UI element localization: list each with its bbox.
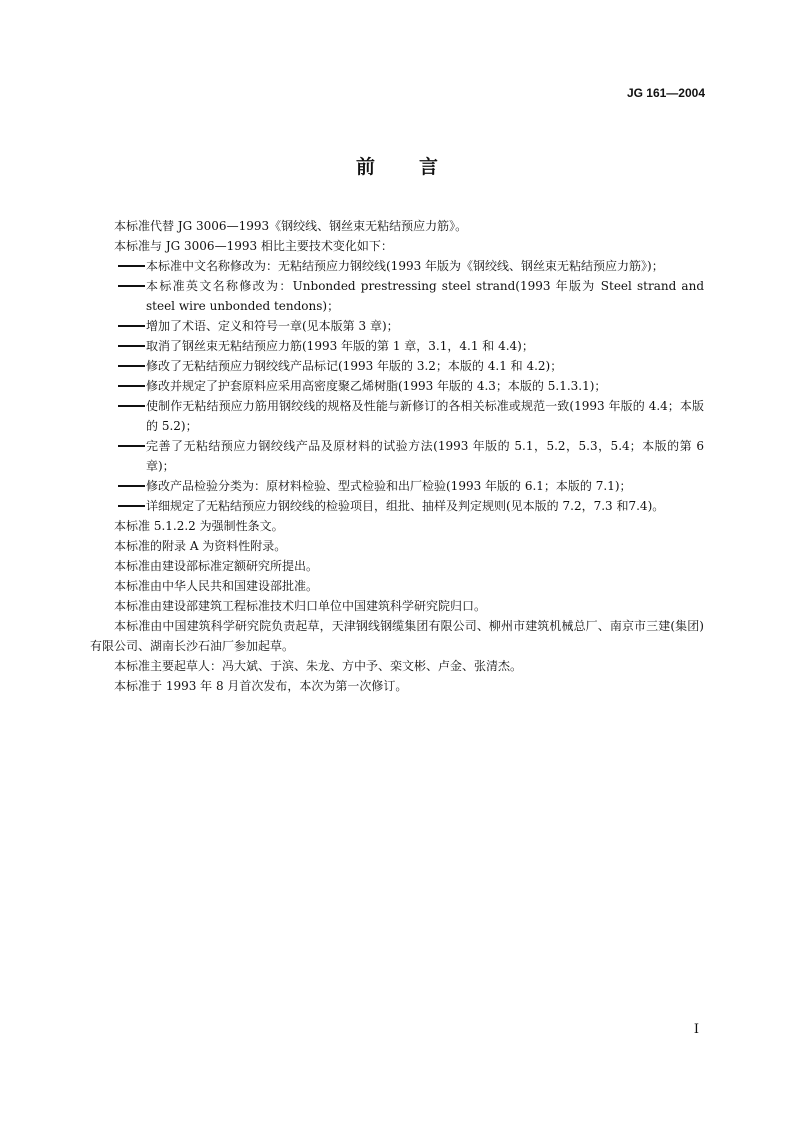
change-item-text: 详细规定了无粘结预应力钢绞线的检验项目，组批、抽样及判定规则(见本版的 7.2，7.3 和7.4)。	[146, 499, 665, 513]
paragraph: 本标准 5.1.2.2 为强制性条文。	[114, 519, 284, 533]
dash-marker	[118, 365, 145, 367]
dash-marker	[118, 345, 145, 347]
page-number: I	[693, 1022, 699, 1037]
standard-code: JG 161—2004	[626, 86, 705, 100]
change-item-text: 修改了无粘结预应力钢绞线产品标记(1993 年版的 3.2；本版的 4.1 和 4.2)；	[146, 359, 563, 373]
change-item	[90, 356, 704, 376]
paragraph: 本标准于 1993 年 8 月首次发布，本次为第一次修订。	[114, 679, 408, 693]
page-title: 前言	[355, 156, 482, 178]
dash-marker	[118, 405, 145, 407]
dash-marker	[118, 385, 145, 387]
foreword-body	[90, 216, 704, 696]
dash-marker	[118, 285, 145, 287]
change-item	[90, 316, 704, 336]
paragraph: 本标准由中国建筑科学研究院负责起草，天津钢线钢缆集团有限公司、柳州市建筑机械总厂、南京市三建(集团)有限公司、湖南长沙石油厂参加起草。	[90, 619, 704, 653]
paragraph: 本标准由建设部标准定额研究所提出。	[114, 559, 319, 573]
paragraph: 本标准代替 JG 3006—1993《钢绞线、钢丝束无粘结预应力筋》。	[114, 219, 468, 233]
change-item-text: 修改并规定了护套原料应采用高密度聚乙烯树脂(1993 年版的 4.3；本版的 5.1.3.1)；	[146, 379, 607, 393]
change-item-text: 完善了无粘结预应力钢绞线产品及原材料的试验方法(1993 年版的 5.1，5.2，5.3，5.4；本版的第 6 章)；	[146, 439, 704, 473]
change-item	[90, 336, 704, 356]
paragraph: 本标准由中华人民共和国建设部批准。	[114, 579, 319, 593]
change-item-text: 修改产品检验分类为：原材料检验、型式检验和出厂检验(1993 年版的 6.1；本版的 7.1)；	[146, 479, 632, 493]
change-item	[90, 436, 704, 476]
dash-marker	[118, 325, 145, 327]
dash-marker	[118, 445, 145, 447]
paragraph: 本标准由建设部建筑工程标准技术归口单位中国建筑科学研究院归口。	[114, 599, 487, 613]
change-item	[90, 276, 704, 316]
change-item	[90, 476, 704, 496]
change-item	[90, 376, 704, 396]
change-item-text: 本标准英文名称修改为：Unbonded prestressing steel strand(1993 年版为 Steel strand and steel wire unbonded tendons)；	[146, 279, 704, 313]
change-item-text: 本标准中文名称修改为：无粘结预应力钢绞线(1993 年版为《钢绞线、钢丝束无粘结预应力筋》)；	[146, 259, 664, 273]
change-item-text: 使制作无粘结预应力筋用钢绞线的规格及性能与新修订的各相关标准或规范一致(1993 年版的 4.4；本版的 5.2)；	[146, 399, 704, 433]
change-item-text: 取消了钢丝束无粘结预应力筋(1993 年版的第 1 章，3.1，4.1 和 4.4)；	[146, 339, 534, 353]
change-item-text: 增加了术语、定义和符号一章(见本版第 3 章)；	[146, 319, 399, 333]
change-item	[90, 496, 704, 516]
paragraph: 本标准的附录 A 为资料性附录。	[114, 539, 287, 553]
change-item	[90, 396, 704, 436]
paragraph: 本标准主要起草人：冯大斌、于滨、朱龙、方中予、栾文彬、卢金、张清杰。	[114, 659, 523, 673]
paragraph: 本标准与 JG 3006—1993 相比主要技术变化如下：	[114, 239, 393, 253]
change-item	[90, 256, 704, 276]
dash-marker	[118, 505, 145, 507]
dash-marker	[118, 485, 145, 487]
dash-marker	[118, 265, 145, 267]
